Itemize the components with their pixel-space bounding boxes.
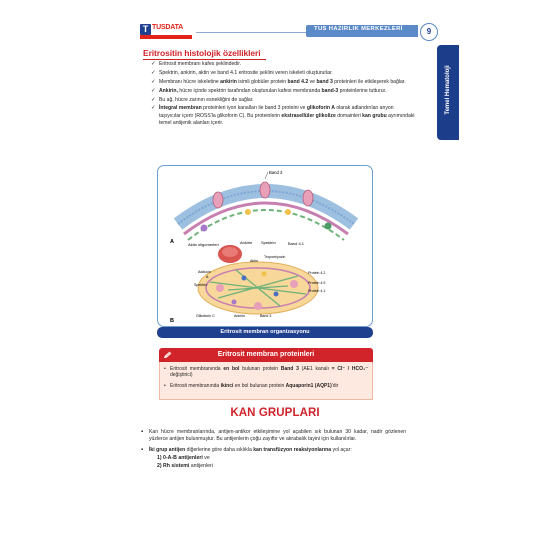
label-b-tropomiyozin: Tropomiyozin bbox=[264, 255, 286, 259]
checklist-item bbox=[151, 79, 416, 86]
blood-groups-list bbox=[141, 429, 406, 473]
label-b-glikoforin: Glikoforin C bbox=[196, 314, 215, 318]
text-segment: en bol bbox=[223, 366, 240, 372]
text-segment: proteinlerine tutturur. bbox=[338, 87, 387, 94]
protein-box-title: Eritrosit membran proteinleri bbox=[217, 350, 315, 358]
text-segment: 1) 0-A-B antijenleri bbox=[157, 454, 203, 461]
aktin-oligomer bbox=[201, 225, 208, 232]
logo-brand: TUSDATA bbox=[152, 24, 184, 31]
label-b-spektrin: Spektrin bbox=[194, 283, 208, 287]
aktin-node bbox=[274, 292, 279, 297]
text-segment: Band 3 bbox=[280, 366, 299, 372]
text-segment: Aquaporin1 (AQP1) bbox=[285, 383, 332, 389]
blood-group-item bbox=[141, 429, 406, 444]
text-segment: ankirin bbox=[220, 78, 237, 85]
blood-group-item bbox=[141, 447, 406, 471]
label-b-a: A bbox=[206, 275, 209, 279]
checklist-item bbox=[151, 88, 416, 95]
label-b-adducin: Adducin bbox=[198, 270, 211, 274]
membrane-illustration bbox=[158, 166, 372, 326]
text-segment: ekstrasellüler glikolize bbox=[281, 112, 336, 119]
text-segment: İki grup antijen bbox=[149, 446, 186, 453]
text-segment: antijenleri bbox=[189, 463, 213, 470]
text-segment: kan transfüzyon reaksiyonlarına bbox=[253, 446, 332, 453]
checklist-item bbox=[151, 70, 416, 77]
text-segment: Bu ağ, hücre zarının esnekliğini de sağlar. bbox=[159, 96, 254, 103]
protein42-node bbox=[262, 272, 267, 277]
text-segment: ikinci bbox=[220, 383, 234, 389]
histology-checklist bbox=[151, 61, 416, 129]
text-segment: olarak adlandırılan anyon taşıyıcılar içerir (ROSS'la glikoforin C). Bu proteinlerin bbox=[159, 105, 394, 119]
text-segment: ve bbox=[202, 454, 210, 461]
text-segment: band 4.2 bbox=[287, 78, 309, 85]
text-segment: İntegral membran bbox=[159, 105, 202, 112]
header-band bbox=[306, 25, 418, 37]
blood-groups-title: KAN GRUPLARI bbox=[230, 407, 320, 419]
glikoforin-node bbox=[232, 300, 237, 305]
chapter-side-tab-label: Temel Hematoloji bbox=[445, 65, 451, 115]
text-segment: Ankirin, bbox=[159, 87, 178, 94]
text-segment: bulunan protein bbox=[239, 366, 281, 372]
label-b-aktin: Aktin bbox=[250, 259, 258, 263]
text-segment: domainleri bbox=[335, 112, 363, 119]
text-segment: 2) Rh sistemi bbox=[157, 463, 190, 470]
antigen-system-item bbox=[149, 455, 406, 462]
section-title: Eritrositin histolojik özellikleri bbox=[143, 48, 261, 58]
text-segment: yol açar: bbox=[331, 446, 352, 453]
text-segment: diğerlerine göre daha sıklıkla bbox=[185, 446, 254, 453]
protein-item bbox=[170, 383, 368, 389]
label-a-aktin: Aktin oligomerleri bbox=[188, 242, 219, 247]
text-segment: değiştirici) bbox=[170, 372, 193, 379]
band3-protein bbox=[290, 280, 298, 288]
ankirin-node bbox=[285, 209, 291, 215]
checklist-item bbox=[151, 61, 416, 68]
text-segment: en bol bulunan protein bbox=[233, 383, 286, 389]
checklist-item bbox=[151, 97, 416, 104]
label-b-protein41: Protein 4.1 bbox=[308, 289, 326, 293]
protein-item bbox=[170, 366, 368, 379]
text-segment: band 3 bbox=[316, 78, 333, 85]
chapter-side-tab bbox=[437, 45, 459, 140]
pencil-icon bbox=[163, 351, 172, 359]
label-a-ankirin: Ankirin bbox=[240, 240, 253, 245]
page-number: 9 bbox=[420, 23, 438, 41]
membrane-figure bbox=[157, 165, 373, 327]
text-segment: ayrımındaki temel antijenik alanları içerir. bbox=[159, 112, 415, 127]
antigen-system-item bbox=[149, 463, 406, 470]
label-b-ankirin: Ankirin bbox=[234, 314, 245, 318]
text-segment: Spektrin, ankirin, aktin ve band 4.1 eritrosite şeklini veren iskeleti oluştururlar. bbox=[159, 69, 333, 76]
text-segment: band-3 bbox=[321, 87, 339, 94]
label-a-spektrin: Spektrin bbox=[261, 240, 276, 245]
header-rule bbox=[196, 32, 306, 33]
checklist-item bbox=[151, 105, 416, 127]
label-b-protein49: Protein 4.9 bbox=[308, 281, 326, 285]
band3-protein bbox=[303, 190, 313, 206]
text-segment: isimli globüler protein bbox=[236, 78, 288, 85]
text-segment: (AE1 kanalı bbox=[298, 366, 332, 372]
band3-protein bbox=[254, 302, 262, 310]
panel-b-label: B bbox=[170, 318, 174, 324]
section-title-underline bbox=[143, 59, 266, 60]
text-segment: = Cl⁻ / HCO₃⁻ bbox=[331, 366, 368, 372]
protein-box-body bbox=[159, 362, 373, 400]
band3-protein bbox=[213, 192, 223, 208]
band41-node bbox=[325, 223, 332, 230]
figure-caption: Eritrosit membran organizasyonu bbox=[220, 328, 310, 335]
label-b-protein42: Protein 4.2 bbox=[308, 271, 326, 275]
text-segment: 'dir bbox=[331, 383, 339, 389]
figure-caption-bar bbox=[157, 327, 373, 338]
label-a-band41: Band 4.1 bbox=[288, 241, 305, 246]
panel-a-label: A bbox=[170, 239, 174, 245]
text-segment: hücre içinde spektrin tarafından oluşturulan kafesi membranda bbox=[177, 87, 322, 94]
text-segment: proteinleri ile etkileşerek bağlar. bbox=[332, 78, 406, 85]
protein-box-header bbox=[159, 348, 373, 362]
ankirin-node bbox=[245, 209, 251, 215]
text-segment: Eritrosit membranında bbox=[170, 366, 224, 372]
text-segment: ve bbox=[308, 78, 317, 85]
label-b-band3: Band 3 bbox=[260, 314, 272, 318]
label-a-band3: Band 3 bbox=[269, 170, 283, 175]
text-segment: kan grubu bbox=[362, 112, 387, 119]
text-segment: Eritrosit membranında bbox=[170, 383, 221, 389]
text-segment: Eritrosit membranı kafes şeklindedir. bbox=[159, 61, 242, 67]
logo-strip bbox=[140, 35, 192, 39]
band3-protein bbox=[216, 284, 224, 292]
aktin-node bbox=[242, 276, 247, 281]
text-segment: glikoforin A bbox=[306, 105, 335, 112]
text-segment: Membranı hücre iskeletine bbox=[159, 78, 221, 85]
publisher-logo bbox=[140, 24, 192, 40]
text-segment: proteinleri iyon kanalları ile band 3 proteini ve bbox=[201, 105, 307, 112]
logo-letter: T bbox=[140, 24, 151, 35]
header-label: TUS HAZIRLIK MERKEZLERİ bbox=[314, 26, 403, 32]
text-segment: Kan hücre membranlarında, antijen-antikor etkileşimine yol açabilen sık bulunan 30 kadar, nadir gözlenen yüzlerce antijen bulunmuştur. Bu antijenlerin çoğu zayıftır ve akrabalık tayini için kullanılırlar. bbox=[149, 429, 406, 443]
band3-protein bbox=[260, 182, 270, 198]
